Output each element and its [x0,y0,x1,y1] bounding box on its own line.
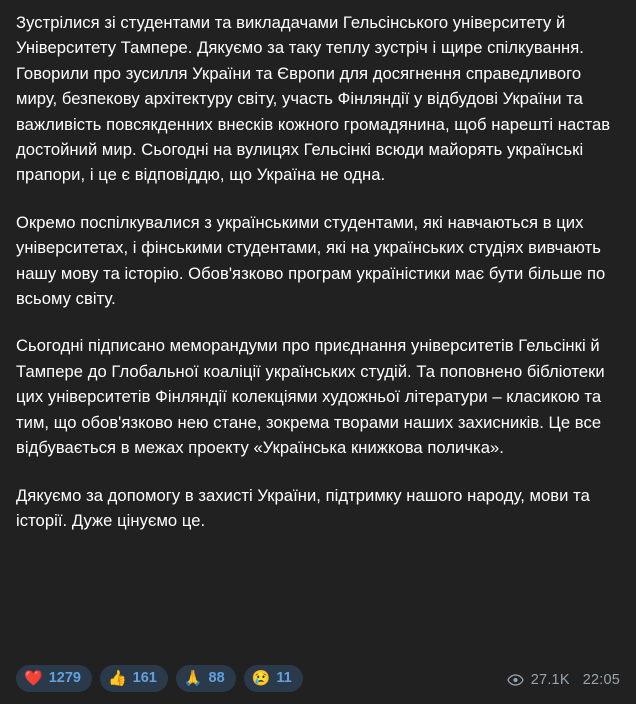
crying-face-emoji: 😢 [251,670,271,687]
message-paragraph: Сьогодні підписано меморандуми про приєднання університетів Гельсінкі й Тампере до Глобальної коаліції українських студій. Та поповнено бібліотеки цих університетів Фінляндії колекціями художньої літератури – класикою та тим, що обов'язково нею стане, зокрема творами наших захисників. Це все відбувається в межах проекту «Українська книжкова поличка». [16,336,605,458]
reaction-count: 88 [208,670,225,686]
message-time: 22:05 [582,672,620,688]
reaction-heart[interactable] [16,665,92,692]
reaction-count: 1279 [48,670,81,686]
reactions-bar [16,665,303,692]
reaction-thumbs-up[interactable] [100,665,168,692]
reaction-crying-face[interactable] [244,665,303,692]
reaction-folded-hands[interactable] [176,665,236,692]
view-count: 27.1K [530,672,570,688]
message-text [16,10,620,533]
message-paragraph: Дякуємо за допомогу в захисті України, підтримку нашого народу, мови та історії. Дуже цінуємо це. [16,485,590,530]
reaction-count: 11 [276,670,292,686]
reaction-count: 161 [132,670,157,686]
message-paragraph: Зустрілися зі студентами та викладачами Гельсінського університету й Університету Тампере. Дякуємо за таку теплу зустріч і щире спілкування. Говорили про зусилля України та Європи для досягнення справедливого миру, безпекову архітектуру світу, участь Фінляндії у відбудові України та важливість повсякденних внесків кожного громадянина, щоб нарешті настав достойний мир. Сьогодні на вулицях Гельсінкі всюди майорять українські прапори, і це є відповіддю, що Україна не одна. [16,13,611,185]
thumbs-up-emoji: 👍 [107,670,127,687]
message-meta [507,672,620,688]
heart-emoji: ❤️ [24,670,43,687]
message-paragraph: Окремо поспілкувалися з українськими студентами, які навчаються в цих університетах, і фінськими студентами, які на українських студіях вивчають нашу мову та історію. Обов'язково програм україністики має бути більше по всьому світу. [16,212,606,309]
folded-hands-emoji: 🙏 [183,670,203,687]
views-eye-icon [507,674,524,686]
